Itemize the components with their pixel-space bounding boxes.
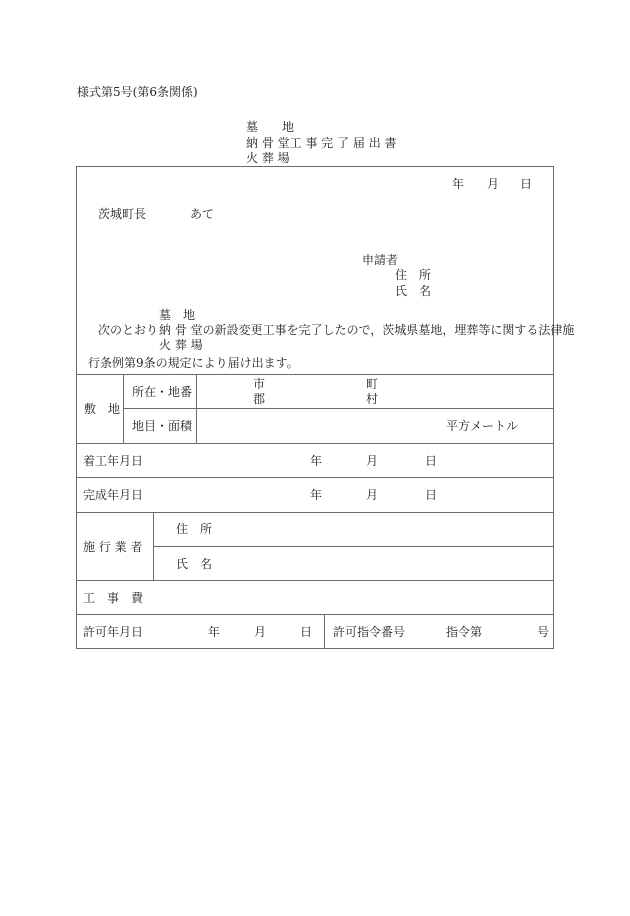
- permit-month: 月: [254, 625, 267, 639]
- city-label: 市: [253, 377, 266, 391]
- area-unit: 平方メートル: [446, 419, 519, 433]
- date-day: 日: [520, 177, 533, 191]
- start-month: 月: [366, 454, 379, 468]
- statement-body: 納 骨 堂の新設変更工事を完了したので，茨城県墓地，埋葬等に関する法律施: [159, 323, 575, 337]
- completion-day: 日: [425, 488, 438, 502]
- divider: [76, 443, 554, 444]
- completion-date-label: 完成年月日: [83, 488, 144, 502]
- divider: [76, 614, 554, 615]
- permit-year: 年: [208, 625, 221, 639]
- divider: [123, 408, 554, 409]
- form-number: 様式第5号(第6条関係): [77, 85, 198, 99]
- permit-number-label: 許可指令番号: [333, 625, 406, 639]
- divider: [196, 374, 197, 443]
- title-option-cemetery: 墓 地: [246, 120, 295, 134]
- title-option-crematorium: 火 葬 場: [246, 151, 290, 165]
- statement-option-crematorium: 火 葬 場: [159, 338, 203, 352]
- addressee: 茨城町長: [98, 207, 147, 221]
- county-label: 郡: [253, 392, 266, 406]
- start-date-label: 着工年月日: [83, 454, 144, 468]
- permit-number-prefix: 指令第: [446, 625, 483, 639]
- date-year: 年: [452, 177, 465, 191]
- town-label: 町: [366, 377, 379, 391]
- statement-line2: 行条例第9条の規定により届け出ます。: [88, 356, 299, 370]
- divider: [123, 374, 124, 443]
- location-label: 所在・地番: [132, 385, 193, 399]
- statement-prefix: 次のとおり: [98, 323, 159, 337]
- statement-option-cemetery: 墓 地: [159, 308, 196, 322]
- form-title: 納 骨 堂工 事 完 了 届 出 書: [246, 136, 397, 150]
- contractor-address-label: 住 所: [176, 522, 213, 536]
- divider: [76, 477, 554, 478]
- divider: [153, 546, 554, 547]
- divider: [76, 374, 554, 375]
- applicant-address-label: 住 所: [395, 268, 432, 282]
- land-label: 地目・面積: [132, 419, 193, 433]
- applicant-label: 申請者: [362, 253, 399, 267]
- start-day: 日: [425, 454, 438, 468]
- divider: [153, 512, 154, 580]
- date-month: 月: [487, 177, 500, 191]
- contractor-name-label: 氏 名: [176, 557, 213, 571]
- permit-date-label: 許可年月日: [83, 625, 144, 639]
- completion-month: 月: [366, 488, 379, 502]
- start-year: 年: [310, 454, 323, 468]
- permit-number-suffix: 号: [537, 625, 550, 639]
- permit-day: 日: [300, 625, 313, 639]
- site-label: 敷 地: [84, 402, 121, 416]
- divider: [76, 512, 554, 513]
- divider: [76, 580, 554, 581]
- village-label: 村: [366, 392, 379, 406]
- completion-year: 年: [310, 488, 323, 502]
- cost-label: 工 事 費: [83, 591, 144, 605]
- applicant-name-label: 氏 名: [395, 284, 432, 298]
- addressee-suffix: あて: [190, 207, 215, 221]
- contractor-label: 施 行 業 者: [83, 540, 143, 554]
- divider: [324, 614, 325, 649]
